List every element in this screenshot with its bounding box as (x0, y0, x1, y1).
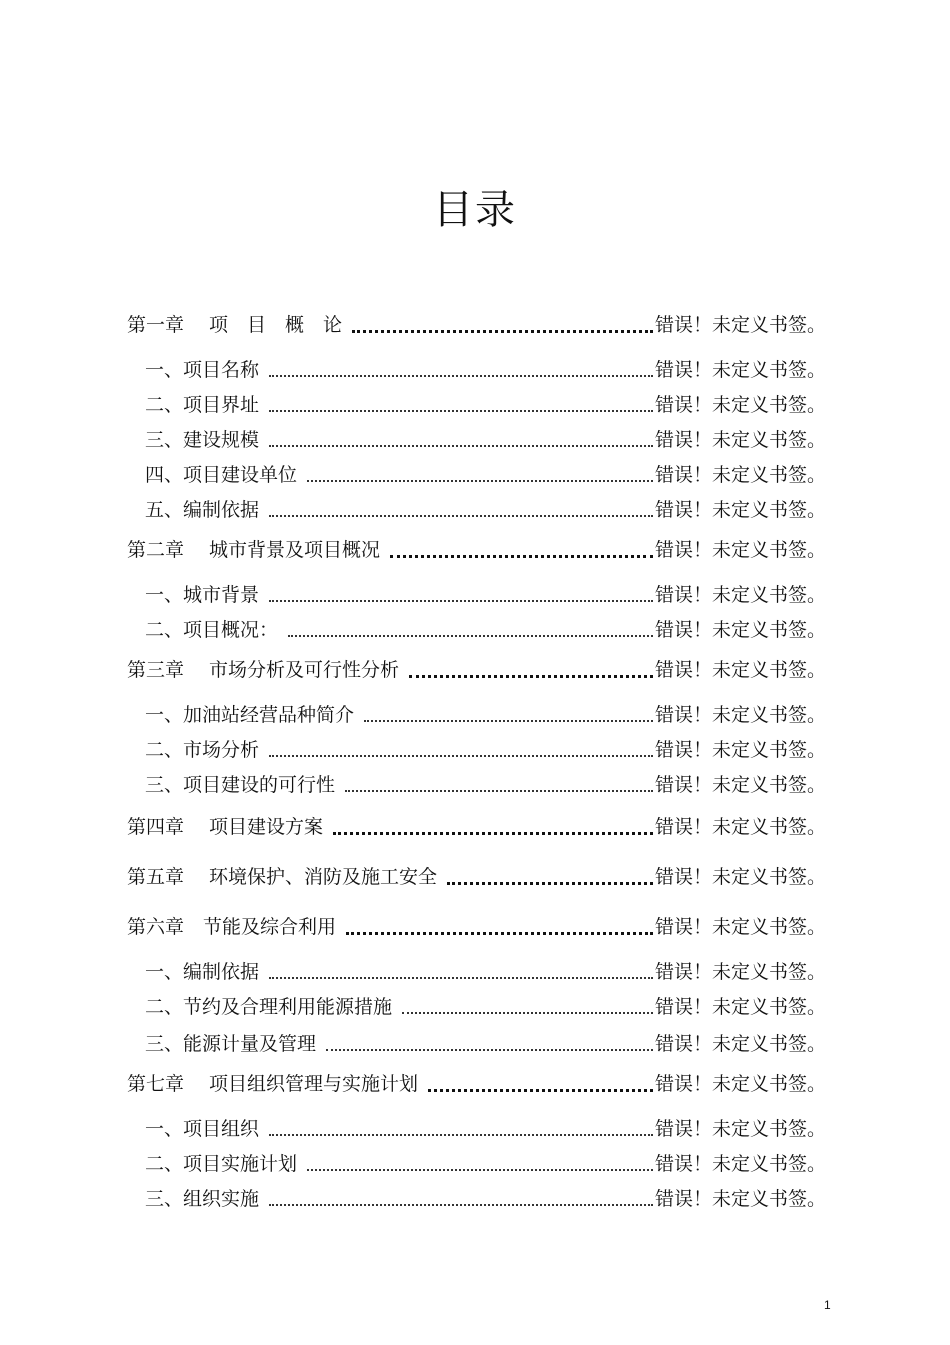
toc-section-entry[interactable] (145, 990, 826, 1020)
toc-section-entry[interactable] (145, 955, 826, 985)
toc-entry-label: 三、组织实施 (145, 1188, 260, 1210)
toc-entry-page-ref: 错误！未定义书签。 (654, 816, 826, 838)
toc-entry-page-ref: 错误！未定义书签。 (654, 1118, 826, 1140)
toc-section-entry[interactable] (145, 613, 826, 643)
toc-chapter-entry[interactable] (127, 860, 826, 890)
toc-entry-label: 二、节约及合理利用能源措施 (145, 996, 393, 1018)
toc-entry-label: 二、项目实施计划 (145, 1153, 298, 1175)
toc-section-entry[interactable] (145, 578, 826, 608)
toc-dot-leader (269, 445, 653, 447)
toc-entry-label: 一、加油站经营品种简介 (145, 704, 355, 726)
toc-dot-leader (307, 480, 653, 482)
toc-dot-leader (269, 977, 653, 979)
toc-entry-page-ref: 错误！未定义书签。 (654, 584, 826, 606)
toc-dot-leader (428, 1089, 653, 1092)
toc-dot-leader (364, 720, 653, 722)
toc-dot-leader (269, 1134, 653, 1136)
toc-section-entry[interactable] (145, 423, 826, 453)
toc-chapter-entry[interactable] (127, 1067, 826, 1097)
toc-dot-leader (345, 790, 653, 792)
toc-entry-label: 四、项目建设单位 (145, 464, 298, 486)
toc-entry-label: 二、项目概况： (145, 619, 279, 641)
toc-entry-page-ref: 错误！未定义书签。 (654, 619, 826, 641)
toc-dot-leader (346, 932, 653, 935)
toc-entry-page-ref: 错误！未定义书签。 (654, 539, 826, 561)
toc-section-entry[interactable] (145, 1027, 826, 1057)
toc-section-entry[interactable] (145, 698, 826, 728)
toc-section-entry[interactable] (145, 768, 826, 798)
toc-chapter-entry[interactable] (127, 308, 826, 338)
toc-section-entry[interactable] (145, 1112, 826, 1142)
toc-entry-label: 第六章 节能及综合利用 (127, 916, 337, 938)
toc-entry-label: 第一章 项 目 概 论 (127, 314, 343, 336)
toc-entry-page-ref: 错误！未定义书签。 (654, 1033, 826, 1055)
toc-dot-leader (409, 675, 653, 678)
toc-entry-label: 第四章 项目建设方案 (127, 816, 324, 838)
toc-section-entry[interactable] (145, 1182, 826, 1212)
toc-entry-label: 第五章 环境保护、消防及施工安全 (127, 866, 438, 888)
toc-dot-leader (390, 555, 653, 558)
toc-entry-page-ref: 错误！未定义书签。 (654, 739, 826, 761)
toc-entry-page-ref: 错误！未定义书签。 (654, 774, 826, 796)
toc-dot-leader (269, 515, 653, 517)
toc-entry-label: 五、编制依据 (145, 499, 260, 521)
toc-entry-page-ref: 错误！未定义书签。 (654, 464, 826, 486)
toc-entry-label: 一、项目组织 (145, 1118, 260, 1140)
toc-entry-label: 第三章 市场分析及可行性分析 (127, 659, 400, 681)
toc-entry-label: 一、编制依据 (145, 961, 260, 983)
toc-entry-label: 二、市场分析 (145, 739, 260, 761)
toc-dot-leader (269, 1204, 653, 1206)
toc-entry-label: 二、项目界址 (145, 394, 260, 416)
toc-section-entry[interactable] (145, 353, 826, 383)
toc-entry-page-ref: 错误！未定义书签。 (654, 1188, 826, 1210)
toc-entry-page-ref: 错误！未定义书签。 (654, 866, 826, 888)
toc-entry-page-ref: 错误！未定义书签。 (654, 359, 826, 381)
toc-section-entry[interactable] (145, 493, 826, 523)
toc-chapter-entry[interactable] (127, 810, 826, 840)
toc-section-entry[interactable] (145, 1147, 826, 1177)
toc-section-entry[interactable] (145, 733, 826, 763)
toc-entry-label: 第七章 项目组织管理与实施计划 (127, 1073, 419, 1095)
toc-dot-leader (269, 410, 653, 412)
page-number: 1 (824, 1298, 831, 1312)
page-title: 目录 (433, 187, 517, 233)
toc-entry-page-ref: 错误！未定义书签。 (654, 394, 826, 416)
toc-entry-label: 三、建设规模 (145, 429, 260, 451)
toc-entry-label: 一、城市背景 (145, 584, 260, 606)
toc-entry-label: 第二章 城市背景及项目概况 (127, 539, 381, 561)
toc-entry-page-ref: 错误！未定义书签。 (654, 1153, 826, 1175)
toc-entry-page-ref: 错误！未定义书签。 (654, 704, 826, 726)
toc-dot-leader (269, 755, 653, 757)
toc-dot-leader (269, 600, 653, 602)
toc-entry-page-ref: 错误！未定义书签。 (654, 916, 826, 938)
toc-entry-page-ref: 错误！未定义书签。 (654, 1073, 826, 1095)
toc-chapter-entry[interactable] (127, 910, 826, 940)
toc-section-entry[interactable] (145, 388, 826, 418)
toc-entry-page-ref: 错误！未定义书签。 (654, 429, 826, 451)
toc-dot-leader (288, 635, 653, 637)
toc-dot-leader (307, 1169, 653, 1171)
toc-dot-leader (269, 375, 653, 377)
toc-section-entry[interactable] (145, 458, 826, 488)
toc-entry-label: 一、项目名称 (145, 359, 260, 381)
toc-entry-page-ref: 错误！未定义书签。 (654, 314, 826, 336)
toc-chapter-entry[interactable] (127, 533, 826, 563)
toc-dot-leader (326, 1049, 653, 1051)
toc-entry-page-ref: 错误！未定义书签。 (654, 996, 826, 1018)
toc-entry-page-ref: 错误！未定义书签。 (654, 499, 826, 521)
toc-dot-leader (333, 832, 653, 835)
toc-entry-label: 三、能源计量及管理 (145, 1033, 317, 1055)
toc-entry-page-ref: 错误！未定义书签。 (654, 961, 826, 983)
toc-dot-leader (352, 330, 653, 333)
toc-entry-page-ref: 错误！未定义书签。 (654, 659, 826, 681)
toc-dot-leader (447, 882, 653, 885)
toc-dot-leader (402, 1012, 653, 1014)
toc-chapter-entry[interactable] (127, 653, 826, 683)
toc-entry-label: 三、项目建设的可行性 (145, 774, 336, 796)
